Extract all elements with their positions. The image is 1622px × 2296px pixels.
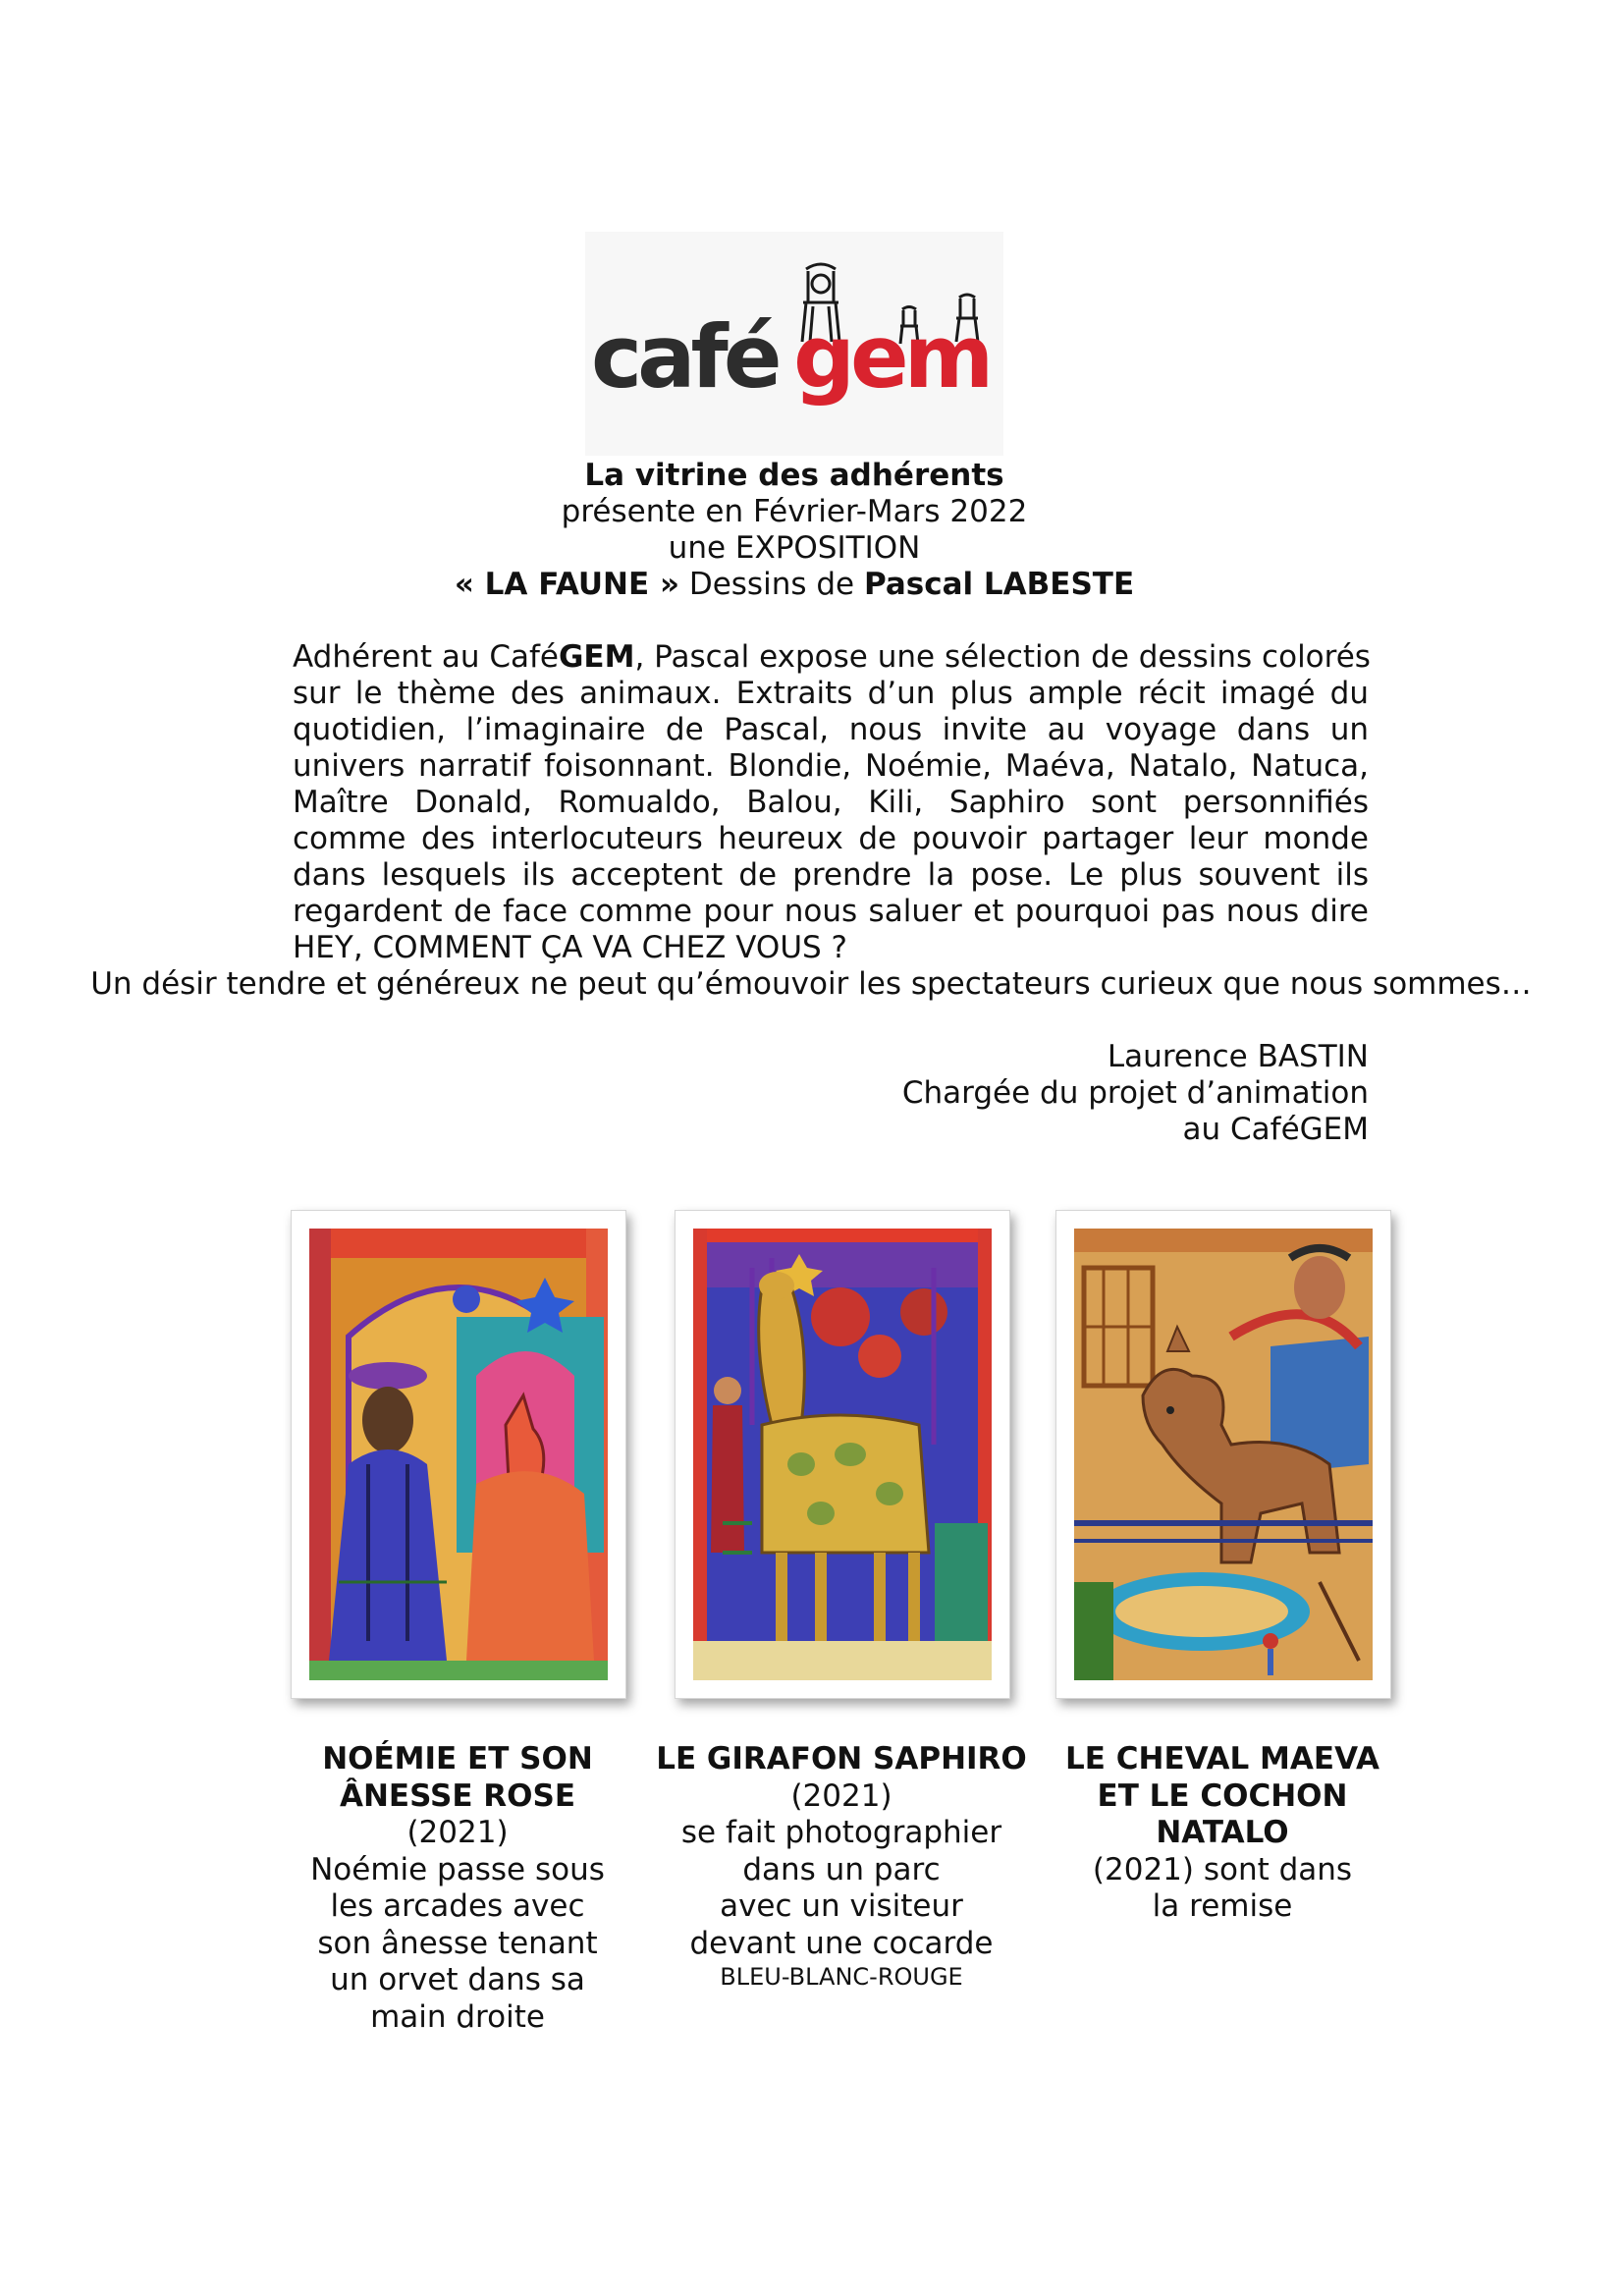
caption-title-line: NATALO (1156, 1815, 1289, 1850)
caption-desc-line: main droite (370, 1998, 545, 2035)
artwork-drawing (1074, 1229, 1373, 1680)
caption-title-line: NOÉMIE ET SON (322, 1741, 593, 1777)
artwork-cheval-image (1055, 1210, 1391, 1699)
exhibit-dates: présente en Février-Mars 2022 (561, 494, 1028, 529)
paragraph-line: univers narratif foisonnant. Blondie, Noémie, Maéva, Natalo, Natuca, (293, 748, 1369, 784)
paragraph-line (293, 639, 1369, 676)
paragraph-intro: Adhérent au Café (293, 639, 559, 675)
logo-text-gem: gem (793, 306, 990, 408)
signature-role: Chargée du projet d’animation (901, 1075, 1369, 1111)
artwork-girafon-image (675, 1210, 1010, 1699)
caption-title-line: ET LE COCHON (1097, 1777, 1348, 1814)
paragraph-line: dans lesquels ils acceptent de prendre la pose. Le plus souvent ils (293, 857, 1369, 893)
caption-desc-small: BLEU-BLANC-ROUGE (720, 1963, 963, 1991)
caption-desc-line: les arcades avec (330, 1888, 585, 1924)
caption-title-line: ÂNESSE ROSE (339, 1777, 576, 1814)
caption-title-line: LE GIRAFON SAPHIRO (656, 1741, 1027, 1777)
caption-desc-line: se fait photographier (680, 1815, 1002, 1850)
caption-title-line: LE CHEVAL MAEVA (1065, 1741, 1379, 1777)
logo-graphic (585, 232, 1003, 456)
caption-desc-line: la remise (1152, 1888, 1293, 1924)
caption-girafon (650, 1741, 1033, 1992)
exhibit-subtitle: Dessins de (678, 567, 864, 602)
caption-desc-line: (2021) sont dans (1092, 1851, 1353, 1887)
caption-desc-line: un orvet dans sa (330, 1962, 585, 1997)
caption-cheval (1041, 1741, 1404, 1926)
logo-text-cafe: café (591, 306, 778, 408)
caption-noemie (291, 1741, 624, 2036)
exhibit-title: « LA FAUNE » (454, 567, 679, 602)
caption-desc-line: son ânesse tenant (317, 1925, 598, 1961)
artwork-drawing (693, 1229, 992, 1680)
paragraph-line: comme des interlocuteurs heureux de pouvoir partager leur monde (293, 821, 1369, 856)
artist-name: Pascal LABESTE (863, 567, 1135, 602)
paragraph-intro-rest: , Pascal expose une sélection de dessins colorés (634, 639, 1371, 675)
artwork-noemie-image (291, 1210, 626, 1699)
cafegem-logo (585, 232, 1003, 456)
caption-desc-line: dans un parc (742, 1851, 941, 1887)
paragraph-line: regardent de face comme pour nous saluer et pourquoi pas nous dire (293, 894, 1369, 929)
caption-year: (2021) (790, 1777, 892, 1814)
exhibit-title-line (0, 567, 1589, 603)
paragraph-line: sur le thème des animaux. Extraits d’un plus ample récit imagé du (293, 676, 1369, 711)
paragraph-line: quotidien, l’imaginaire de Pascal, nous invite au voyage dans un (293, 712, 1369, 747)
caption-desc-line: Noémie passe sous (310, 1851, 605, 1887)
artwork-drawing (309, 1229, 608, 1680)
signature-org: au CaféGEM (1182, 1112, 1369, 1147)
caption-year: (2021) (406, 1815, 509, 1850)
caption-desc-line: devant une cocarde (689, 1925, 994, 1961)
exhibit-type: une EXPOSITION (668, 530, 921, 566)
paragraph-closing: Un désir tendre et généreux ne peut qu’émouvoir les spectateurs curieux que nous sommes… (90, 966, 1532, 1002)
paragraph-line: Maître Donald, Romualdo, Balou, Kili, Saphiro sont personnifiés (293, 785, 1369, 820)
signature-name: Laurence BASTIN (1107, 1039, 1369, 1074)
exhibit-heading: La vitrine des adhérents (584, 458, 1004, 493)
caption-desc-line: avec un visiteur (720, 1888, 963, 1924)
paragraph-gem: GEM (558, 639, 635, 675)
paragraph-line: HEY, COMMENT ÇA VA CHEZ VOUS ? (293, 930, 848, 965)
